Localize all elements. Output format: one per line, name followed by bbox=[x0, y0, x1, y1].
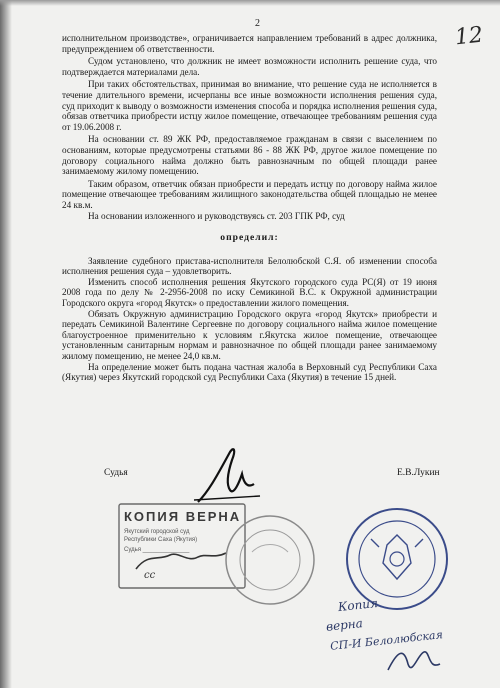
paragraph: На основании ст. 89 ЖК РФ, предоставляемое гражданам в связи с выселением по основаниям, которые предусмотрены статьями 86 - 88 ЖК РФ, другое жилое помещение по договору социального найма должно быть равнозначным по общей площади ранее занимаемому жилому помещению. bbox=[62, 134, 437, 177]
ruling-heading: определил: bbox=[220, 232, 279, 244]
stamp-line: Якутский городской суд bbox=[124, 529, 190, 535]
page-number: 2 bbox=[255, 18, 260, 29]
ruling-paragraph: На определение может быть подана частная жалоба в Верховный суд Республики Саха (Якутия) через Якутский городской суд Республики Саха (Якутия) в течение 15 дней. bbox=[62, 361, 437, 383]
handwritten-note: СП-И Белолюбская bbox=[329, 628, 444, 653]
document-body bbox=[62, 33, 437, 383]
paragraph: При таких обстоятельствах, принимая во внимание, что решение суда не исполняется в течение длительного времени, исчерпаны все иные возможности исполнения решения суда, суд приходит к выводу о возможности изменения способа и порядка исполнения решения суда, обязав ответчика приобрести истцу жилое помещение, отвечающее требованиям решения суда от 19.06.2008 г. bbox=[62, 79, 437, 132]
judge-label: Судья bbox=[104, 468, 128, 478]
round-seal-icon bbox=[222, 512, 318, 608]
stamp-initials: сс bbox=[144, 570, 156, 581]
ruling-paragraph: Изменить способ исполнения решения Якутского городского суда РС(Я) от 19 июня 2008 года по делу № 2-2956-2008 по иску Семикиной В.С. к Окружной администрации Городского округа «город Якутск» о предоставлении жилого помещения. bbox=[62, 276, 437, 309]
paragraph: На основании изложенного и руководствуясь ст. 203 ГПК РФ, суд bbox=[88, 210, 345, 221]
stamp-title: КОПИЯ ВЕРНА bbox=[124, 509, 242, 524]
stamp-line: Республики Саха (Якутия) bbox=[124, 537, 198, 543]
handwritten-sheet-number: 12 bbox=[453, 22, 485, 51]
scan-edge-shadow bbox=[0, 0, 12, 688]
judge-signature-icon bbox=[190, 440, 270, 510]
ruling-paragraph: Обязать Окружную администрацию Городского округа «город Якутск» приобрести и передать Семикиной Валентине Сергеевне по договору социального найма жилое помещение благоустроенное применительно к условиям г.Якутска жилое помещение, отвечающее установленным санитарным нормам и равнозначное по общей площади ранее занимаемому жилому помещению, не менее 24,0 кв.м. bbox=[62, 308, 437, 362]
handwritten-note: Копия bbox=[337, 595, 379, 615]
paragraph: Судом установлено, что должник не имеет возможности исполнить решение суда, что подтверждается материалами дела. bbox=[62, 56, 437, 77]
stamp-line: Судья ______________ bbox=[124, 547, 190, 553]
judge-name: Е.В.Лукин bbox=[397, 468, 440, 478]
scan-top-shadow bbox=[0, 0, 500, 6]
bailiff-signature-icon bbox=[384, 640, 444, 680]
handwritten-note: верна bbox=[325, 616, 364, 634]
paragraph: Таким образом, ответчик обязан приобрести и передать истцу по договору найма жилое помещение отвечающее требованиям жилищного законодательства общей площадью не менее 24 кв.м. bbox=[62, 178, 437, 210]
paragraph: исполнительном производстве», ограничивается направлением требований в адрес должника, предупреждением об ответственности. bbox=[62, 33, 437, 54]
ruling-paragraph: Заявление судебного пристава-исполнителя Белолюбской С.Я. об изменении способа исполнения решения суда – удовлетворить. bbox=[62, 255, 437, 277]
